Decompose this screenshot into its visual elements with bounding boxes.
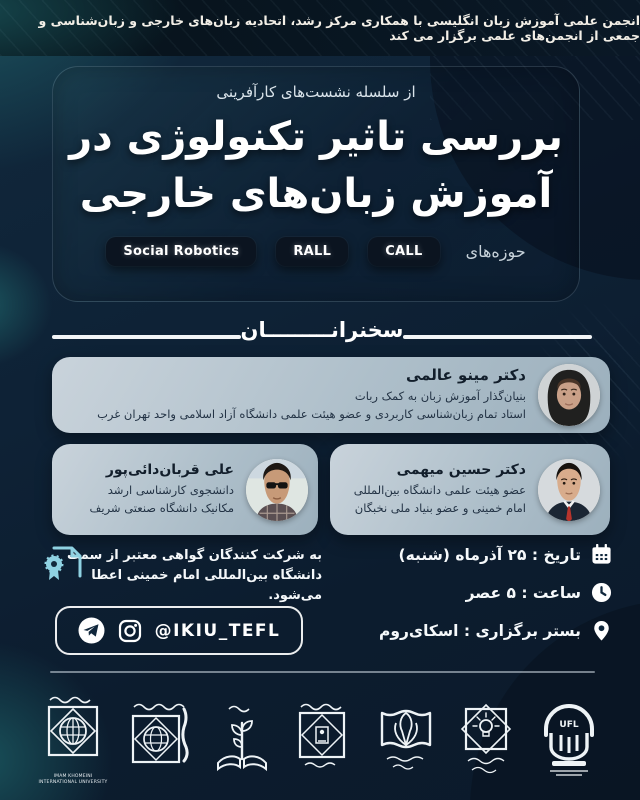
clock-icon: [591, 582, 612, 603]
speaker-card-hossein-meihami: [330, 444, 610, 535]
time-row: [330, 582, 612, 603]
speaker-photo-hossein-meihami: [538, 459, 600, 521]
topics-row: [53, 237, 579, 266]
logo-university-emblem-2: [128, 701, 194, 779]
topics-label: حوزه‌های: [465, 241, 526, 261]
event-title: [53, 109, 579, 223]
speaker-card-minoo-alemi: [52, 357, 610, 433]
social-media-pill: [55, 606, 303, 655]
logo-english-language-association: [291, 701, 353, 779]
speaker-role-line1: عضو هیئت علمی دانشگاه بین‌المللی: [353, 482, 526, 497]
certificate-note-line1: به شرکت کنندگان گواهی معتبر از سمت: [67, 548, 322, 563]
logo-ufl-union: [534, 701, 604, 779]
speaker-role-line1: بنیان‌گذار آموزش زبان به کمک ربات: [354, 389, 526, 404]
speaker-role-line1: دانشجوی کارشناسی ارشد: [107, 482, 234, 497]
speaker-role-line2: مکانیک دانشگاه صنعتی شریف: [89, 500, 234, 515]
speaker-role-line2: امام خمینی و عضو بنیاد ملی نخبگان: [354, 500, 526, 515]
telegram-icon: [78, 617, 105, 644]
top-banner: [0, 0, 640, 56]
instagram-handle: @IKIU_TEFL: [154, 620, 281, 641]
speaker-photo-minoo-alemi: [538, 364, 600, 426]
event-title-line1: بررسی تاثیر تکنولوژی در: [69, 114, 563, 160]
speaker-name: علی قربان‌دائی‌پور: [105, 461, 234, 478]
platform-row: [330, 620, 612, 641]
topic-pill-call: CALL: [368, 237, 439, 266]
speaker-name: دکتر حسین میهمی: [396, 461, 526, 478]
logo-growth-center: [458, 701, 514, 779]
speaker-role-line2: استاد تمام زبان‌شناسی کاربردی و عضو هیئت علمی دانشگاه آزاد اسلامی واحد تهران غرب: [97, 407, 526, 421]
divider-rule-left: [52, 335, 241, 339]
series-subtitle: از سلسله نشست‌های کارآفرینی: [216, 83, 416, 101]
avatar-woman-headscarf: [538, 364, 600, 426]
location-pin-icon: [591, 620, 612, 641]
topic-pill-rall: RALL: [276, 237, 348, 266]
logo-imam-khomeini-international-university: [38, 694, 108, 786]
divider-rule-right: [403, 335, 592, 339]
certificate-note-line2: دانشگاه بین‌المللی امام خمینی اعطا می‌شود.: [91, 568, 322, 604]
partner-logos-row: [38, 688, 604, 792]
logo-employment-school: [213, 701, 271, 779]
date-text: تاریخ : ۲۵ آذرماه (شنبه): [398, 545, 581, 564]
calendar-icon: [591, 544, 612, 565]
logo-linguistics-association: [373, 701, 439, 779]
avatar-man-suit-tie: [538, 459, 600, 521]
speaker-name: دکتر مینو عالمی: [406, 366, 526, 385]
certificate-note: [36, 546, 322, 606]
speaker-photo-ali-ghorbandaeipour: [246, 459, 308, 521]
time-text: ساعت : ۵ عصر: [465, 583, 581, 602]
ufl-letters: UFL: [559, 720, 579, 730]
platform-text: بستر برگزاری : اسکای‌روم: [378, 621, 581, 640]
title-card: [52, 66, 580, 302]
footer-divider: [50, 671, 595, 673]
topic-pill-social-robotics: Social Robotics: [106, 237, 256, 266]
event-title-line2: آموزش زبان‌های خارجی: [79, 170, 553, 217]
certificate-icon: [42, 542, 86, 586]
event-meta: [330, 544, 612, 658]
speakers-heading: سخنرانـــــــــان: [240, 318, 404, 342]
logo-caption: IMAM KHOMEINI INTERNATIONAL UNIVERSITY: [38, 774, 108, 785]
organizer-text: انجمن علمی آموزش زبان انگلیسی با همکاری مرکز رشد، اتحادیه زبان‌های خارجی و زبان‌شناسی و جمعی از انجمن‌های علمی برگزار می کند: [38, 13, 640, 43]
instagram-icon: [118, 619, 142, 643]
speakers-section-divider: [52, 308, 592, 342]
avatar-man-sunglasses: [246, 459, 308, 521]
speaker-card-ali-ghorbandaeipour: [52, 444, 318, 535]
date-row: [330, 544, 612, 565]
